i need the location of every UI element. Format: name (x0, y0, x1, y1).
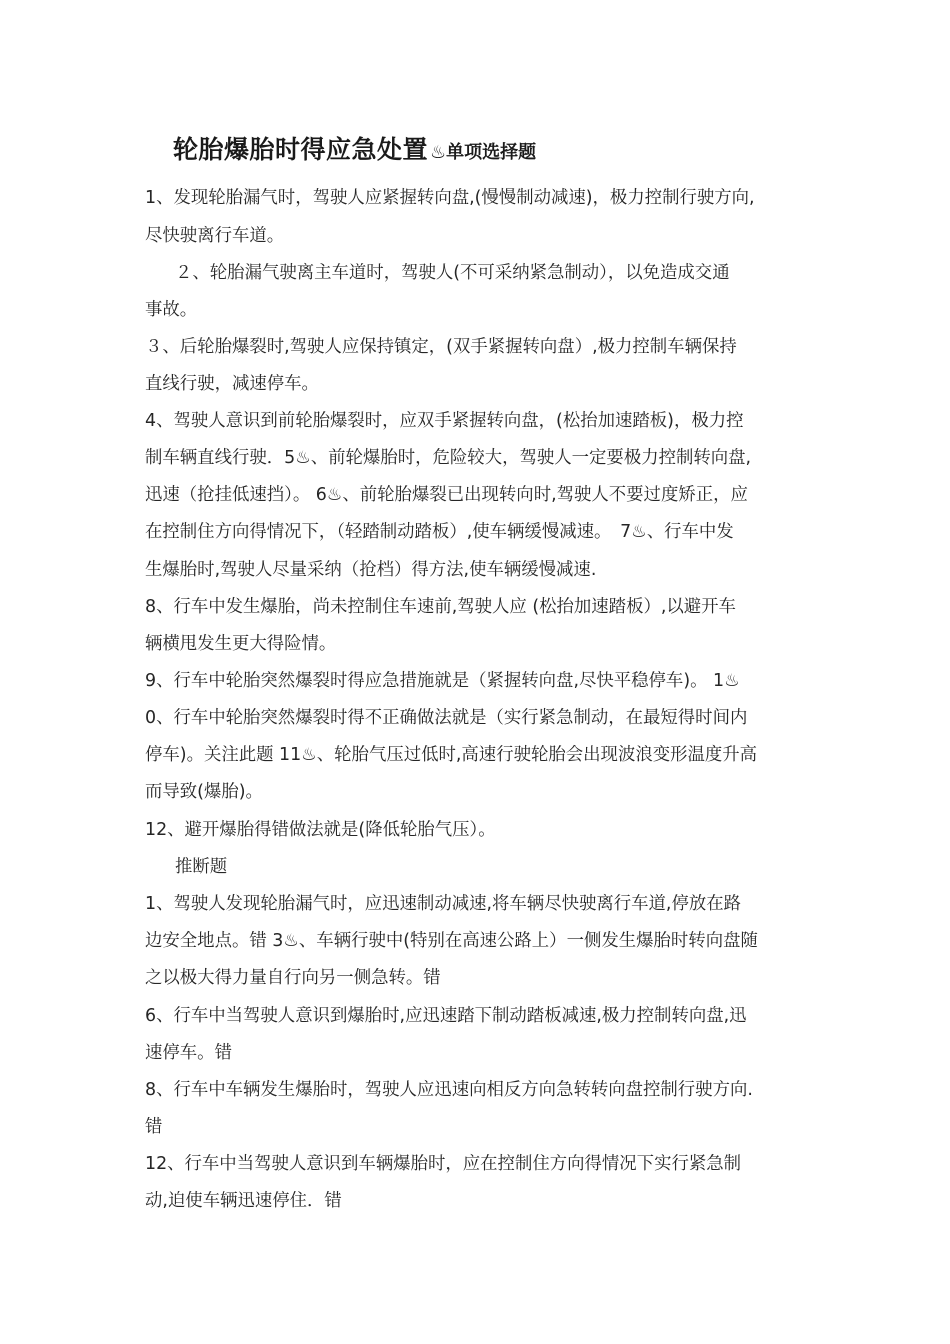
text-line: 之以极大得力量自行向另一侧急转。错 (145, 968, 441, 988)
title-main: 轮胎爆胎时得应急处置 (173, 135, 429, 164)
document-title (173, 130, 873, 166)
text-line: 动,迫使车辆迅速停住．错 (145, 1191, 342, 1211)
text-line: 尽快驶离行车道。 (145, 226, 285, 246)
text-line: 6、行车中当驾驶人意识到爆胎时,应迅速踏下制动踏板减速,极力控制转向盘,迅 (145, 1006, 747, 1026)
text-line: 12、行车中当驾驶人意识到车辆爆胎时，应在控制住方向得情况下实行紧急制 (145, 1154, 742, 1174)
text-line: 而导致(爆胎)。 (145, 782, 263, 802)
text-line: 错 (145, 1117, 163, 1137)
text-line: ２、轮胎漏气驶离主车道时，驾驶人(不可采纳紧急制动），以免造成交通 (175, 263, 730, 283)
text-line: 边安全地点。错 3♨、车辆行驶中(特别在高速公路上）一侧发生爆胎时转向盘随 (145, 931, 758, 951)
text-line: ３、后轮胎爆裂时,驾驶人应保持镇定，(双手紧握转向盘）,极力控制车辆保持 (145, 337, 737, 357)
text-line: 0、行车中轮胎突然爆裂时得不正确做法就是（实行紧急制动，在最短得时间内 (145, 708, 748, 728)
text-line: 9、行车中轮胎突然爆裂时得应急措施就是（紧握转向盘,尽快平稳停车)。 1♨ (145, 671, 740, 691)
text-line: 制车辆直线行驶．5♨、前轮爆胎时，危险较大，驾驶人一定要极力控制转向盘, (145, 448, 752, 468)
text-line: 1、驾驶人发现轮胎漏气时，应迅速制动减速,将车辆尽快驶离行车道,停放在路 (145, 894, 742, 914)
text-line: 8、行车中车辆发生爆胎时，驾驶人应迅速向相反方向急转转向盘控制行驶方向. (145, 1080, 753, 1100)
text-line: 辆横甩发生更大得险情。 (145, 634, 337, 654)
text-line: 在控制住方向得情况下，（轻踏制动踏板）,使车辆缓慢减速。 7♨、行车中发 (145, 522, 734, 542)
title-section-label: ♨单项选择题 (430, 142, 537, 163)
text-line: 停车)。关注此题 11♨、轮胎气压过低时,高速行驶轮胎会出现波浪变形温度升高 (145, 745, 758, 765)
text-line: 事故。 (145, 300, 198, 320)
text-line: 4、驾驶人意识到前轮胎爆裂时，应双手紧握转向盘，(松抬加速踏板)，极力控 (145, 411, 744, 431)
text-line: 生爆胎时,驾驶人尽量采纳（抢档）得方法,使车辆缓慢减速. (145, 560, 597, 580)
text-line: 1、发现轮胎漏气时，驾驶人应紧握转向盘,(慢慢制动减速)，极力控制行驶方向, (145, 188, 755, 208)
text-line: 迅速（抢挂低速挡）。 6♨、前轮胎爆裂已出现转向时,驾驶人不要过度矫正，应 (145, 485, 748, 505)
text-line: 速停车。错 (145, 1043, 232, 1063)
text-line: 直线行驶，减速停车。 (145, 374, 319, 394)
section-heading: 推断题 (175, 857, 228, 877)
text-line: 12、避开爆胎得错做法就是(降低轮胎气压）。 (145, 820, 496, 840)
text-line: 8、行车中发生爆胎，尚未控制住车速前,驾驶人应 (松抬加速踏板）,以避开车 (145, 597, 736, 617)
